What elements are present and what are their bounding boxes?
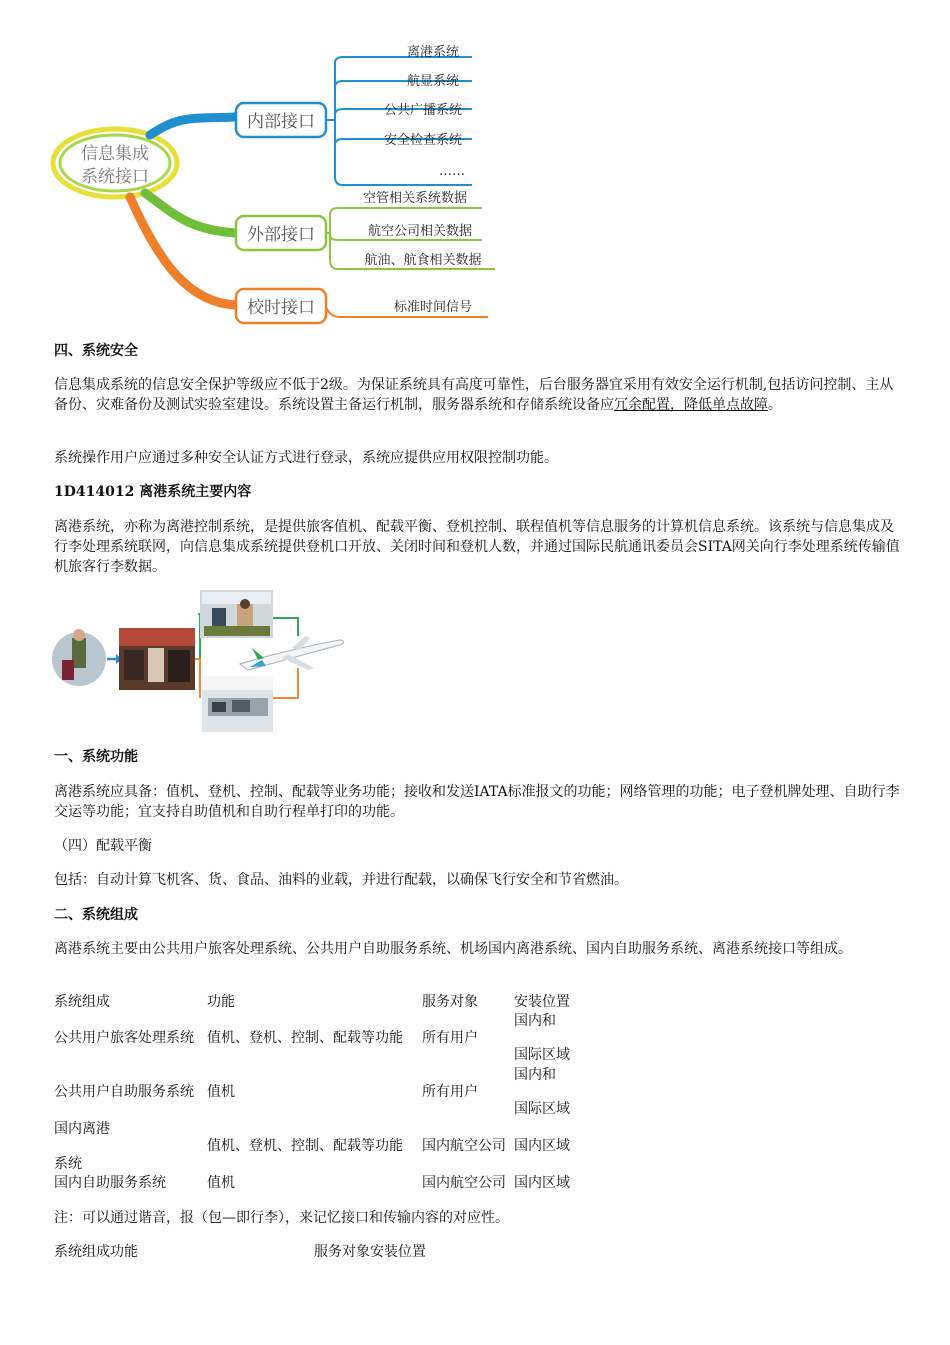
table-cell-location: 国际区域 [514,1101,570,1117]
security-paragraph-underlined: 冗余配置，降低单点故障 [614,397,768,413]
subheading-load-balance: （四）配载平衡 [54,838,152,854]
table-cell-target: 国内航空公司 [422,1175,506,1191]
table-cell-target: 所有用户 [422,1084,478,1100]
table-cell-target: 国内航空公司 [422,1138,506,1154]
table-cell-location: 国际区域 [514,1047,570,1063]
leaf-standard-time-signal: 标准时间信号 [393,300,473,315]
heading-departure-system: 1D414012 离港系统主要内容 [54,484,252,500]
load-balance-paragraph: 包括：自动计算飞机客、货、食品、油料的业载，并进行配载，以确保飞行安全和节省燃油。 [54,872,628,888]
leaf-airline-data: 航空公司相关数据 [367,224,473,239]
table-cell-component: 公共用户自助服务系统 [54,1084,194,1100]
table-cell-component: 国内自助服务系统 [54,1175,166,1191]
leaf-flight-display-system: 航显系统 [406,74,460,89]
table-header-component: 系统组成 [54,994,110,1010]
composition-paragraph: 离港系统主要由公共用户旅客处理系统、公共用户自助服务系统、机场国内离港系统、国内自助服务系统、离港系统接口等组成。 [54,941,852,957]
footer-target-location: 服务对象安装位置 [314,1244,426,1260]
aircraft-illustration [240,636,343,670]
branch-external-label: 外部接口 [247,225,315,245]
mnemonic-note: 注：可以通过谐音，报（包—即行李），来记忆接口和传输内容的对应性。 [54,1210,509,1226]
footer-component-function: 系统组成功能 [54,1244,138,1260]
leaf-atc-data: 空管相关系统数据 [362,191,468,206]
table-cell-function: 值机 [207,1175,235,1191]
table-cell-function: 值机、登机、控制、配载等功能 [207,1138,403,1154]
table-cell-location: 国内和 [514,1013,556,1029]
security-auth-paragraph: 系统操作用户应通过多种安全认证方式进行登录，系统应提供应用权限控制功能。 [54,450,558,466]
heading-system-security: 四、系统安全 [54,343,138,359]
branch-internal-label: 内部接口 [247,112,315,132]
table-cell-component: 公共用户旅客处理系统 [54,1030,194,1046]
table-cell-function: 值机 [207,1084,235,1100]
table-header-location: 安装位置 [514,994,570,1010]
table-header-target: 服务对象 [422,994,478,1010]
security-paragraph-end: 。 [768,397,782,413]
departure-process-illustration [52,588,352,736]
leaf-ellipsis: …… [439,164,465,179]
table-cell-location: 国内和 [514,1067,556,1083]
branch-time-label: 校时接口 [247,298,315,318]
heading-system-function: 一、系统功能 [54,749,138,765]
function-paragraph: 离港系统应具备：值机、登机、控制、配载等业务功能；接收和发送IATA标准报文的功能；网络管理的功能；电子登机牌处理、自助行李交运等功能；宜支持自助值机和自助行程单打印的功能。 [54,784,900,820]
security-paragraph-text: 信息集成系统的信息安全保护等级应不低于2级。为保证系统具有高度可靠性，后台服务器宜采用有效安全运行机制,包括访问控制、主从备份、灾难备份及测试实验室建设。系统设置主备运行机制，服务器系统和存储系统设备应 [54,377,894,413]
security-paragraph [54,375,900,415]
leaf-security-check-system: 安全检查系统 [383,133,463,148]
table-cell-location: 国内区域 [514,1138,570,1154]
table-cell-target: 所有用户 [422,1030,478,1046]
leaf-departure-system: 离港系统 [406,45,460,60]
leaf-public-broadcast-system: 公共广播系统 [383,103,463,118]
table-cell-component: 系统 [54,1156,82,1172]
table-cell-location: 国内区域 [514,1175,570,1191]
departure-paragraph: 离港系统，亦称为离港控制系统，是提供旅客值机、配载平衡、登机控制、联程值机等信息服务的计算机信息系统。该系统与信息集成及行李处理系统联网，向信息集成系统提供登机口开放、关闭时间和登机人数，并通过国际民航通讯委员会SITA网关向行李处理系统传输值机旅客行李数据。 [54,519,900,575]
interface-mindmap [40,35,510,330]
table-cell-component: 国内离港 [54,1121,110,1137]
mindmap-root-line2: 系统接口 [81,167,149,187]
leaf-fuel-catering-data: 航油、航食相关数据 [364,253,482,268]
mindmap-root-line1: 信息集成 [81,144,149,164]
heading-system-composition: 二、系统组成 [54,907,138,923]
table-cell-function: 值机、登机、控制、配载等功能 [207,1030,403,1046]
table-header-function: 功能 [207,994,235,1010]
